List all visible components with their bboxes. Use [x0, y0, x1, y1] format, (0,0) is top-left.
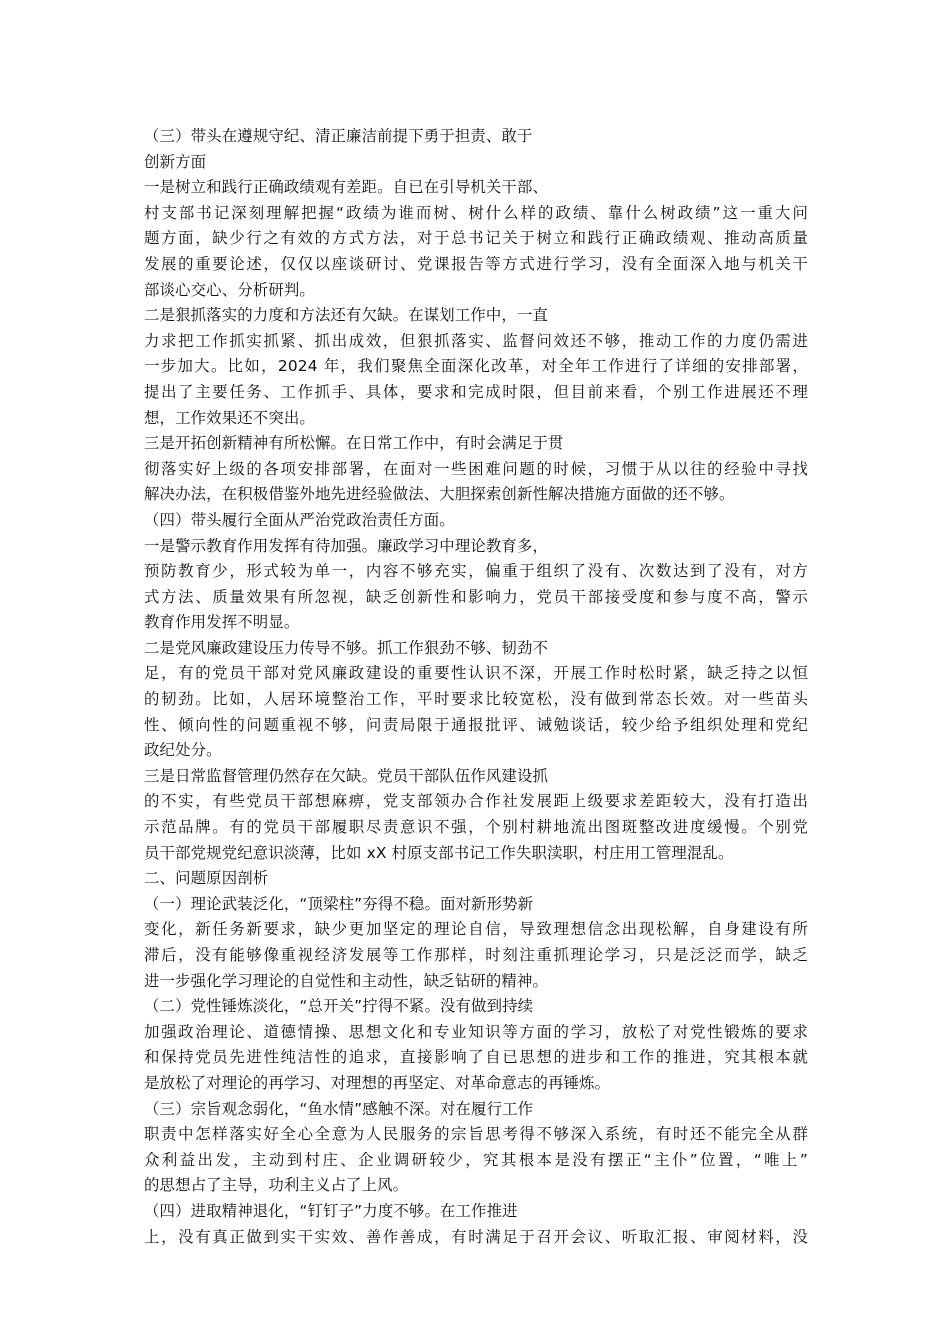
text-line: 员干部党规党纪意识淡薄，比如 xX 村原支部书记工作失职渎职，村庄用工管理混乱。 [144, 843, 734, 862]
text-line: 上，没有真正做到实干实效、善作善成，有时满足于召开会议、听取汇报、审阅材料，没 [144, 1227, 808, 1246]
text-line: 彻落实好上级的各项安排部署，在面对一些困难问题的时候，习惯于从以往的经验中寻找 [144, 459, 808, 478]
text-line: （四）带头履行全面从严治党政治责任方面。 [144, 510, 455, 529]
text-line: 式方法、质量效果有所忽视，缺乏创新性和影响力，党员干部接受度和参与度不高，警示 [144, 587, 808, 606]
text-line: 二是狠抓落实的力度和方法还有欠缺。在谋划工作中，一直 [144, 306, 549, 325]
text-line: 进一步强化学习理论的自觉性和主动性，缺乏钻研的精神。 [144, 971, 549, 990]
text-line: 三是开拓创新精神有所松懈。在日常工作中，有时会满足于贯 [144, 434, 564, 453]
text-line: 示范品牌。有的党员干部履职尽责意识不强，个别村耕地流出图斑整改进度缓慢。个别党 [144, 818, 808, 837]
text-line: 是放松了对理论的再学习、对理想的再坚定、对革命意志的再锤炼。 [144, 1073, 611, 1092]
text-line: 滞后，没有能够像重视经济发展等工作那样，时刻注重抓理论学习，只是泛泛而学，缺乏 [144, 946, 808, 964]
text-line: （一）理论武装泛化，“顶梁柱”夯得不稳。面对新形势新 [144, 894, 534, 913]
text-line: （四）进取精神退化，“钉钉子”力度不够。在工作推进 [144, 1201, 518, 1220]
text-line: 职责中怎样落实好全心全意为人民服务的宗旨思考得不够深入系统，有时还不能完全从群 [144, 1125, 808, 1144]
document-body [144, 124, 808, 1250]
text-line: 众利益出发，主动到村庄、企业调研较少，究其根本是没有摆正“主仆”位置，“唯上” [144, 1150, 808, 1169]
text-line: 的思想占了主导，功利主义占了上风。 [144, 1176, 409, 1195]
text-line: （二）党性锤炼淡化，“总开关”拧得不紧。没有做到持续 [144, 997, 534, 1016]
text-line: 一是树立和践行正确政绩观有差距。自已在引导机关干部、 [144, 178, 549, 197]
text-line: 预防教育少，形式较为单一，内容不够充实，偏重于组织了没有、次数达到了没有，对方 [144, 562, 808, 581]
text-line: 性、倾向性的问题重视不够，问责局限于通报批评、诫勉谈话，较少给予组织处理和党纪 [144, 715, 808, 734]
text-line: 的韧劲。比如，人居环境整治工作，平时要求比较宽松，没有做到常态长效。对一些苗头 [144, 690, 808, 709]
text-line: 的不实，有些党员干部想麻痹，党支部领办合作社发展距上级要求差距较大，没有打造出 [144, 792, 808, 811]
text-line: 二、问题原因剖析 [144, 869, 269, 888]
text-line: 一是警示教育作用发挥有待加强。廉政学习中理论教育多， [144, 536, 549, 555]
text-line: 发展的重要论述，仅仅以座谈研讨、党课报告等方式进行学习，没有全面深入地与机关干 [144, 254, 808, 273]
text-line: 解决办法，在积极借鉴外地先进经验做法、大胆探索创新性解决措施方面做的还不够。 [144, 485, 735, 504]
text-line: 部谈心交心、分析研判。 [144, 280, 315, 299]
text-line: 政纪处分。 [144, 741, 222, 760]
text-line: 村支部书记深刻理解把握“政绩为谁而树、树什么样的政绩、靠什么树政绩”这一重大问 [144, 203, 808, 222]
text-line: 力求把工作抓实抓紧、抓出成效，但狠抓落实、监督问效还不够，推动工作的力度仍需进 [144, 331, 808, 350]
text-line: 二是党风廉政建设压力传导不够。抓工作狠劲不够、韧劲不 [144, 638, 549, 657]
text-line: 足，有的党员干部对党风廉政建设的重要性认识不深，开展工作时松时紧，缺乏持之以恒 [144, 664, 808, 683]
text-line: 和保持党员先进性纯洁性的追求，直接影响了自已思想的进步和工作的推进，究其根本就 [144, 1048, 808, 1067]
text-line: 创新方面 [144, 152, 207, 171]
text-line: （三）宗旨观念弱化，“鱼水情”感触不深。对在履行工作 [144, 1099, 534, 1118]
text-line: 提出了主要任务、工作抓手、具体，要求和完成时限，但目前来看，个别工作进展还不理 [144, 382, 808, 401]
text-line: 想，工作效果还不突出。 [144, 408, 315, 427]
text-line: 三是日常监督管理仍然存在欠缺。党员干部队伍作风建设抓 [144, 766, 549, 785]
text-line: 题方面，缺少行之有效的方式方法，对于总书记关于树立和践行正确政绩观、推动高质量 [144, 229, 808, 248]
text-line: 教育作用发挥不明显。 [144, 613, 300, 632]
text-line: 变化，新任务新要求，缺少更加坚定的理论自信，导致理想信念出现松解，自身建设有所 [144, 920, 808, 939]
text-line: （三）带头在遵规守纪、清正廉洁前提下勇于担责、敢于 [144, 127, 533, 145]
text-line: 一步加大。比如，2024 年，我们聚焦全面深化改革，对全年工作进行了详细的安排部署， [144, 357, 808, 376]
text-line: 加强政治理论、道德情操、思想文化和专业知识等方面的学习，放松了对党性锻炼的要求 [144, 1022, 808, 1041]
